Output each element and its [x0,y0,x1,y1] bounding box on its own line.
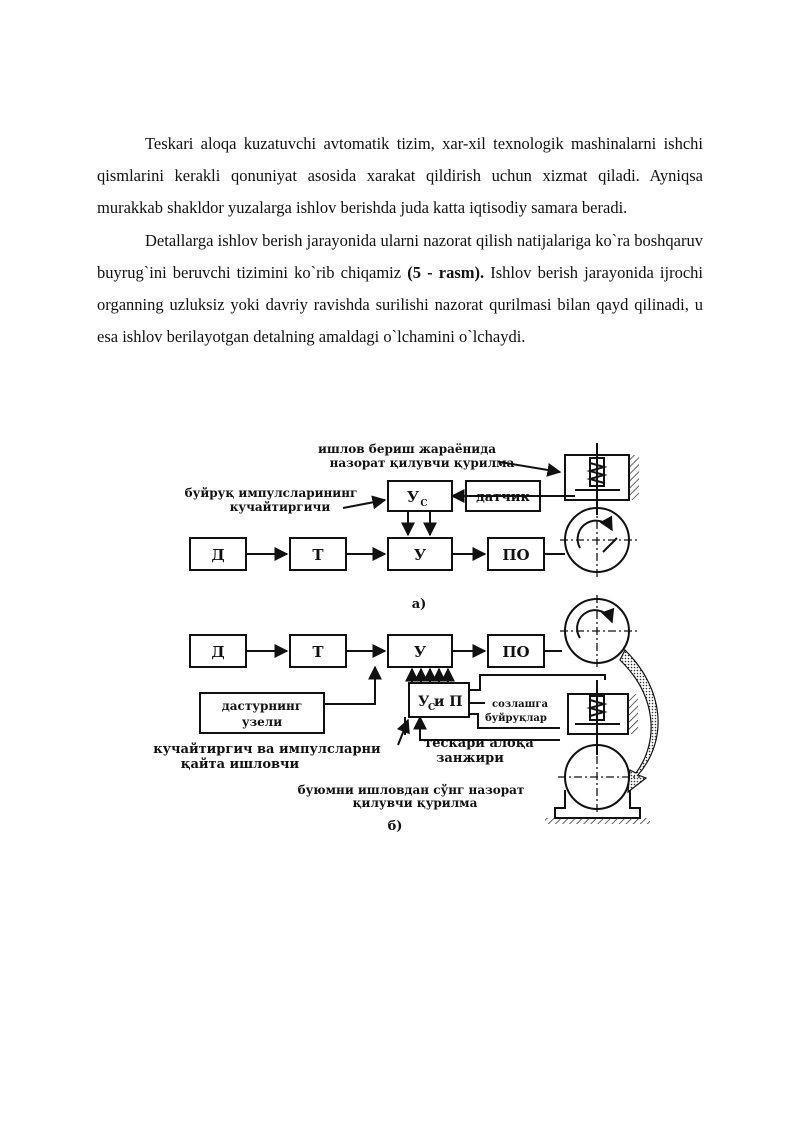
box-ucip-subscript: С [428,703,436,713]
arrow-amp-label [398,720,408,745]
device-hatch [629,455,639,500]
box-ucip-u: У [418,694,430,710]
rotation-arrow-b [577,610,612,638]
label-inprocess-device-2: назорат қилувчи қурилма [329,456,515,470]
transfer-arrow [620,650,658,792]
paragraph-1: Teskari aloqa kuzatuvchi avtomatik tizim, xar-xil texnologik mashinalarni ishchi qismlarini kerakli qonuniyat asosida xarakat qildirish uchun xizmat qiladi. Ayniqsa murakkab shakldor yuzalarga ishlov berishda juda katta iqtisodiy samara beradi. [97,134,703,218]
device-spring [590,463,604,483]
label-feedback-1: тескари алоқа [424,736,534,751]
label-inprocess-device-1: ишлов бериш жараёнида [318,442,496,456]
figure-reference: (5 - rasm). [407,262,485,282]
caption-b: б) [387,819,403,834]
label-command-amplifier-2: кучайтиргичи [229,500,331,514]
line-adjust-top [469,675,605,690]
box-program-node-label-1: дастурнинг [221,699,303,713]
label-adjust-1: созлашга [491,699,549,710]
box-d-label: Д [211,643,225,661]
diagram-a [185,442,640,612]
box-uc-label: У [406,488,420,506]
label-post-device-2: қилувчи қурилма [352,796,478,810]
diagram-b [153,595,658,834]
paragraph-2-text-a: Detallarga ishlov berish jarayonida ularni nazorat qilish natijalariga ko`ra boshqaruv buyrug`ini beruvchi tizimini ko`rib chiqamiz [97,230,703,282]
label-amplifier-processor-2: қайта ишловчи [180,757,300,772]
box-d-label: Д [211,546,225,564]
arrow-to-uc [343,500,385,508]
label-adjust-2: буйруқлар [485,713,547,724]
label-post-device-1: буюмни ишловдан сўнг назорат [297,783,525,797]
box-po-label: ПО [502,546,530,564]
label-command-amplifier-1: буйруқ импулсларининг [184,486,358,500]
box-program-node-label-2: узели [241,715,283,729]
stand-ground [545,818,650,824]
box-t-label: Т [312,643,324,661]
post-device-hatch [628,694,638,734]
box-po-label: ПО [502,643,530,661]
box-u-label: У [413,643,427,661]
box-t-label: Т [312,546,324,564]
label-feedback-2: занжири [436,751,504,766]
box-ucip-rest: и П [434,694,463,710]
caption-a: а) [411,597,427,612]
box-u-label: У [413,546,427,564]
rotation-arrow-a [578,521,612,548]
paragraph-2-text-b: Ishlov berish jarayonida ijrochi organning uzluksiz yoki davriy ravishda surilishi nazorat qurilmasi bilan qayd qilinadi, u esa ishlov berilayotgan detalning amaldagi o`lchamini o`lchaydi. [97,262,703,347]
box-sensor-label: датчик [476,490,530,505]
box-uc-subscript: С [420,499,428,509]
label-amplifier-processor-1: кучайтиргич ва импулсларни [153,742,381,757]
arrow-program-to-u [324,667,375,704]
